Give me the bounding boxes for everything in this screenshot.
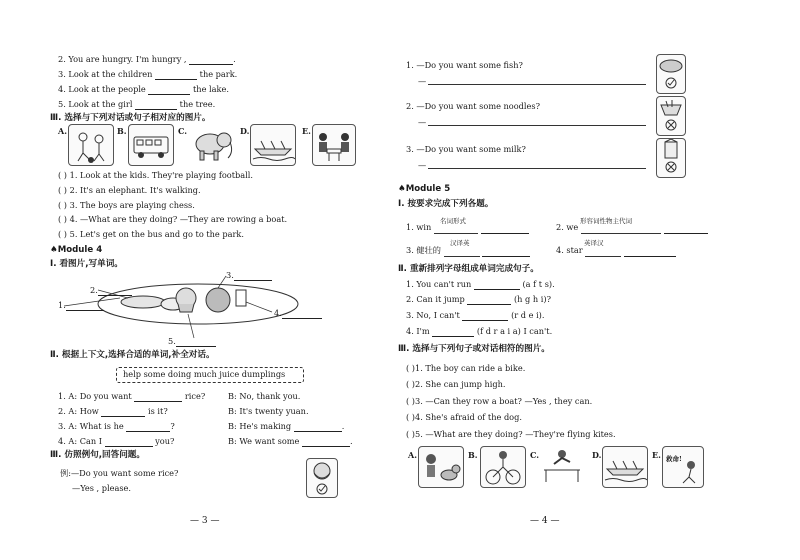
fill-text: . (233, 54, 236, 64)
transform-text: 2. we (556, 222, 579, 232)
rearrange-text: 4. I'm (406, 326, 430, 336)
answer-dash: — (418, 160, 427, 170)
answer-paren[interactable]: ( ) (58, 170, 67, 180)
elephant-icon (188, 124, 236, 164)
dialog-b (228, 421, 344, 432)
answer-blank[interactable] (66, 302, 104, 311)
dialog-text: ? (170, 421, 175, 431)
question: 3. —Do you want some milk? (406, 144, 526, 154)
rowing-boat-icon (603, 447, 647, 487)
answer-blank[interactable] (624, 248, 676, 257)
match-text: 1. The boy can ride a bike. (415, 363, 526, 373)
pic-label: A. (408, 450, 417, 460)
rice-bowl-tick-icon (307, 459, 337, 497)
module-title: ♠Module 4 (50, 245, 103, 255)
rice-bowl-picture (306, 458, 338, 498)
pic-label: B. (468, 450, 478, 460)
chess-picture[interactable] (312, 124, 356, 166)
section-title: Ⅱ. 重新排列字母组成单词完成句子。 (398, 264, 539, 274)
dialog-text: rice? (184, 391, 206, 401)
fill-text: 3. Look at the children (58, 69, 153, 79)
section-title: Ⅲ. 选择与下列句子或对话相符的图片。 (398, 344, 550, 354)
transform-item (556, 245, 676, 257)
answer-blank[interactable] (101, 408, 145, 417)
dialog-text: 2. A: How (58, 406, 99, 416)
dialog-text: B: He's making (228, 421, 292, 431)
match-text: 3. —Can they row a boat? —Yes , they can. (415, 396, 593, 406)
dialog-text: B: We want some (228, 436, 300, 446)
answer-blank[interactable] (474, 281, 520, 290)
elephant-picture[interactable] (188, 124, 236, 164)
answer-paren[interactable]: ( ) (406, 363, 415, 373)
page-number: — 3 — (190, 516, 220, 526)
answer-dash: — (418, 76, 427, 86)
answer-blank[interactable] (294, 423, 342, 432)
answer-paren[interactable]: ( ) (58, 214, 67, 224)
pic-label: B. (117, 126, 127, 136)
answer-line[interactable] (428, 125, 646, 126)
answer-blank[interactable] (462, 312, 508, 321)
noodles-picture (656, 96, 686, 136)
girl-jumping-icon (540, 446, 584, 486)
dialog-text: 4. A: Can I (58, 436, 102, 446)
match-item (406, 363, 525, 374)
answer-blank[interactable] (234, 272, 272, 281)
answer-line[interactable] (428, 168, 646, 169)
dialog-b: B: No, thank you. (228, 391, 301, 401)
answer-blank[interactable] (155, 71, 197, 80)
food-num: 1. (58, 300, 66, 310)
dog-scared-picture[interactable] (418, 446, 464, 488)
transform-label: 形容词性物主代词 (580, 217, 632, 225)
girl-dog-icon (419, 447, 463, 487)
question: 2. —Do you want some noodles? (406, 101, 540, 111)
answer-line[interactable] (428, 84, 646, 85)
pic-label: D. (240, 126, 250, 136)
answer-blank[interactable] (664, 225, 708, 234)
answer-blank[interactable] (189, 56, 233, 65)
answer-blank[interactable] (432, 328, 474, 337)
answer-paren[interactable]: ( ) (406, 379, 415, 389)
rearrange-item (406, 279, 555, 290)
fill-text: the park. (199, 69, 238, 79)
rearrange-text: 1. You can't run (406, 279, 472, 289)
boy-bike-icon (481, 447, 525, 487)
match-item (406, 396, 592, 407)
answer-paren[interactable]: ( ) (58, 200, 67, 210)
fill-line (58, 84, 229, 95)
answer-paren[interactable]: ( ) (406, 429, 415, 439)
transform-text: 1. win (406, 222, 432, 232)
match-item (406, 429, 616, 440)
rowing-boat-icon (251, 125, 295, 165)
food-num: 4. (274, 308, 282, 318)
fill-line (58, 99, 215, 110)
rearrange-letters: (a f t s). (522, 279, 555, 289)
rearrange-letters: (r d e i). (511, 310, 545, 320)
fill-text: 2. You are hungry. I'm hungry , (58, 54, 187, 64)
section-title: Ⅲ. 选择与下列对话或句子相对应的图片。 (50, 113, 211, 123)
rearrange-letters: (f d r a i a) I can't. (476, 326, 553, 336)
module-title: ♠Module 5 (398, 184, 451, 194)
match-text: 1. Look at the kids. They're playing football. (69, 170, 253, 180)
question: 1. —Do you want some fish? (406, 60, 523, 70)
match-text: 2. It's an elephant. It's walking. (69, 185, 201, 195)
match-item (58, 200, 195, 211)
rearrange-item (406, 294, 551, 305)
rearrange-letters: (h g h i)? (513, 294, 551, 304)
word-bank: help some doing much juice dumplings (123, 369, 286, 379)
bike-picture[interactable] (480, 446, 526, 488)
running-kid-icon (663, 447, 703, 487)
fill-text: the tree. (179, 99, 216, 109)
answer-paren[interactable]: ( ) (58, 185, 67, 195)
answer-dash: — (418, 117, 427, 127)
dialog-b: B: It's twenty yuan. (228, 406, 309, 416)
dialog-text: is it? (147, 406, 168, 416)
match-text: 4. —What are they doing? —They are rowing a boat. (69, 214, 288, 224)
transform-label: 名词形式 (440, 217, 466, 225)
example-question: 例:—Do you want some rice? (60, 468, 179, 478)
match-text: 4. She's afraid of the dog. (415, 412, 522, 422)
answer-blank[interactable] (176, 338, 216, 347)
answer-blank[interactable] (482, 248, 530, 257)
match-item (58, 214, 287, 225)
bus-icon (129, 125, 173, 165)
answer-blank[interactable] (135, 101, 177, 110)
answer-blank[interactable] (134, 393, 182, 402)
transform-text: 3. 健壮的 (406, 245, 441, 255)
pic-label: C. (178, 126, 188, 136)
match-item (406, 379, 506, 390)
dialog-text: . (341, 421, 345, 431)
transform-label: 汉译英 (450, 239, 470, 247)
answer-paren[interactable]: ( ) (406, 396, 415, 406)
kids-football-icon (69, 125, 113, 165)
fill-line (58, 54, 236, 65)
answer-blank[interactable] (467, 296, 511, 305)
match-item (58, 229, 244, 240)
dialog-a (58, 421, 175, 432)
pic-label: E. (652, 450, 661, 460)
dialog-text: 1. A: Do you want (58, 391, 132, 401)
dialog-text: . (349, 436, 353, 446)
transform-item (406, 222, 529, 234)
help-speech: 救命! (666, 455, 682, 463)
food-label-4 (274, 308, 322, 319)
fill-text: the lake. (193, 84, 229, 94)
rowing-boat-picture[interactable] (250, 124, 296, 166)
answer-blank[interactable] (126, 423, 170, 432)
fill-line (58, 69, 237, 80)
dialog-text: you? (155, 436, 175, 446)
dialog-text: 3. A: What is he (58, 421, 124, 431)
dialog-a (58, 406, 168, 417)
transform-label: 英译汉 (584, 239, 604, 247)
answer-paren[interactable]: ( ) (406, 412, 415, 422)
food-label-1 (58, 300, 104, 311)
kids-football-picture[interactable] (68, 124, 114, 166)
fill-text: 5. Look at the girl (58, 99, 133, 109)
section-title: Ⅱ. 根据上下文,选择合适的单词,补全对话。 (50, 350, 215, 360)
match-text: 2. She can jump high. (415, 379, 506, 389)
answer-blank[interactable] (105, 438, 153, 447)
section-title: Ⅰ. 按要求完成下列各题。 (398, 199, 494, 209)
match-item (406, 412, 522, 423)
jump-high-picture[interactable] (540, 446, 584, 486)
food-num: 2. (90, 285, 98, 295)
help-picture[interactable] (662, 446, 704, 488)
answer-blank[interactable] (148, 86, 190, 95)
pic-label: A. (58, 126, 67, 136)
example-answer: —Yes , please. (72, 483, 131, 493)
match-text: 5. Let's get on the bus and go to the park. (69, 229, 244, 239)
milk-picture (656, 138, 686, 178)
fish-picture (656, 54, 686, 94)
page-number: — 4 — (530, 516, 560, 526)
food-num: 3. (226, 270, 234, 280)
fill-text: 4. Look at the people (58, 84, 146, 94)
food-label-3 (226, 270, 272, 281)
dialog-b (228, 436, 353, 447)
rearrange-item (406, 310, 544, 321)
pic-label: D. (592, 450, 602, 460)
bus-picture[interactable] (128, 124, 174, 166)
match-text: 5. —What are they doing? —They're flying kites. (415, 429, 616, 439)
answer-blank[interactable] (302, 438, 350, 447)
answer-blank[interactable] (481, 225, 529, 234)
answer-paren[interactable]: ( ) (58, 229, 67, 239)
fish-tick-icon (657, 55, 685, 93)
rearrange-text: 3. No, I can't (406, 310, 460, 320)
chess-players-icon (313, 125, 355, 165)
transform-text: 4. star (556, 245, 583, 255)
food-label-2 (90, 285, 132, 296)
answer-blank[interactable] (282, 310, 322, 319)
milk-cross-icon (657, 139, 685, 177)
rearrange-item (406, 326, 552, 337)
word-box (116, 367, 304, 383)
food-label-5 (168, 336, 216, 347)
match-text: 3. The boys are playing chess. (69, 200, 195, 210)
food-num: 5. (168, 336, 176, 346)
rearrange-text: 2. Can it jump (406, 294, 465, 304)
answer-blank[interactable] (98, 287, 132, 296)
dialog-a (58, 436, 174, 447)
dialog-a (58, 391, 205, 402)
row-boat-picture[interactable] (602, 446, 648, 488)
pic-label: C. (530, 450, 540, 460)
pic-label: E. (302, 126, 311, 136)
section-title: Ⅲ. 仿照例句,回答问题。 (50, 450, 145, 460)
match-item (58, 170, 253, 181)
match-item (58, 185, 201, 196)
section-title: Ⅰ. 看图片,写单词。 (50, 259, 123, 269)
noodles-cross-icon (657, 97, 685, 135)
